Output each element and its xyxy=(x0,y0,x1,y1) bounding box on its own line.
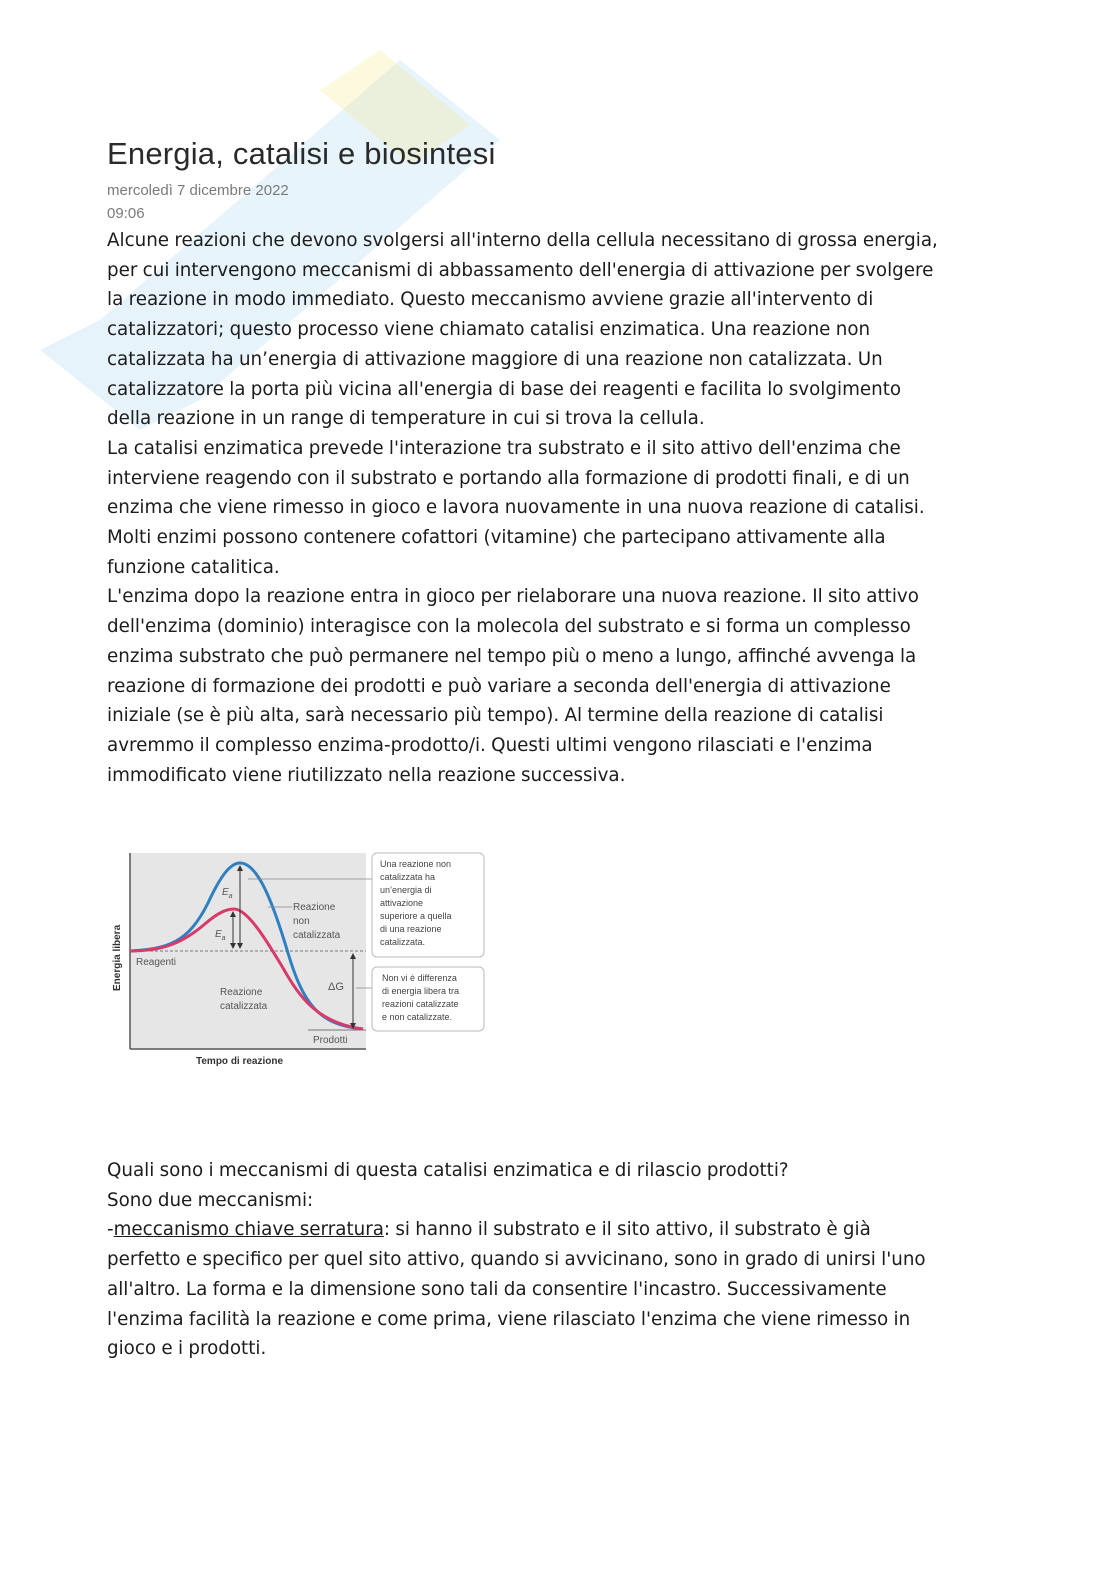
mechanism-description: : si hanno il substrato e il sito attivo, il substrato è già perfetto e specifico per quel sito attivo, quando si avvicinano, sono in grado di unirsi l'uno all'altro. La forma e la dimensione sono tali da consentire l'incastro. Successivamente l'enzima facilità la reazione e come prima, viene rilasciato l'enzima che viene rimesso in gioco e i prodotti. xyxy=(107,1219,926,1360)
activation-energy-figure xyxy=(108,843,488,1073)
note-date: mercoledì 7 dicembre 2022 xyxy=(107,182,289,199)
page-title: Energia, catalisi e biosintesi xyxy=(107,136,496,171)
ea-catalyzed-label: $E_a$ xyxy=(215,929,226,942)
delta-g-label: ΔG xyxy=(328,981,344,993)
reagenti-label: Reagenti xyxy=(136,957,177,968)
callout-top-text: Una reazione non catalizzata ha un’energia di attivazione superiore a quella di una reazione catalizzata. xyxy=(380,859,452,947)
non-catalizzata-label: Reazione non catalizzata xyxy=(293,902,341,941)
mechanism-term: meccanismo chiave serratura xyxy=(113,1219,384,1241)
ea-uncatalyzed-label: $E_a$ xyxy=(222,887,233,900)
catalizzata-label: Reazione catalizzata xyxy=(220,987,268,1012)
paragraph-intro: Alcune reazioni che devono svolgersi all'interno della cellula necessitano di grossa energia, per cui intervengono meccanismi di abbassamento dell'energia di attivazione per svolgere la reazione in modo immediato. Questo meccanismo avviene grazie all'intervento di catalizzatori; questo processo viene chiamato catalisi enzimatica. Una reazione non catalizzata ha un’energia di attivazione maggiore di una reazione non catalizzata. Un catalizzatore la porta più vicina all'energia di base dei reagenti e facilita lo svolgimento della reazione in un range di temperature in cui si trova la cellula. La catalisi enzimatica prevede l'interazione tra substrato e il sito attivo dell'enzima che interviene reagendo con il substrato e portando alla formazione di prodotti finali, e di un enzima che viene rimesso in gioco e lavora nuovamente in una nuova reazione di catalisi. Molti enzimi possono contenere cofattori (vitamine) che partecipano attivamente alla funzione catalitica. L'enzima dopo la reazione entra in gioco per rielaborare una nuova reazione. Il sito attivo dell'enzima (dominio) interagisce con la molecola del substrato e si forma un complesso enzima substrato che può permanere nel tempo più o meno a lungo, affinché avvenga la reazione di formazione dei prodotti e può variare a seconda dell'energia di attivazione iniziale (se è più alta, sarà necessario più tempo). Al termine della reazione di catalisi avremmo il complesso enzima-prodotto/i. Questi ultimi vengono rilasciati e l'enzima immodificato viene riutilizzato nella reazione successiva. xyxy=(107,230,938,786)
prodotti-label: Prodotti xyxy=(313,1035,348,1046)
answer-intro: Sono due meccanismi: xyxy=(107,1189,314,1211)
mechanism-prefix: - xyxy=(107,1219,114,1241)
callout-bottom-text: Non vi è differenza di energia libera tra reazioni catalizzate e non catalizzate. xyxy=(382,973,460,1022)
question-text: Quali sono i meccanismi di questa catalisi enzimatica e di rilascio prodotti? xyxy=(107,1160,789,1181)
paragraph-mechanisms xyxy=(107,1156,1012,1364)
x-axis-label: Tempo di reazione xyxy=(196,1056,284,1067)
y-axis-label: Energia libera xyxy=(112,924,123,991)
note-time: 09:06 xyxy=(107,205,145,222)
